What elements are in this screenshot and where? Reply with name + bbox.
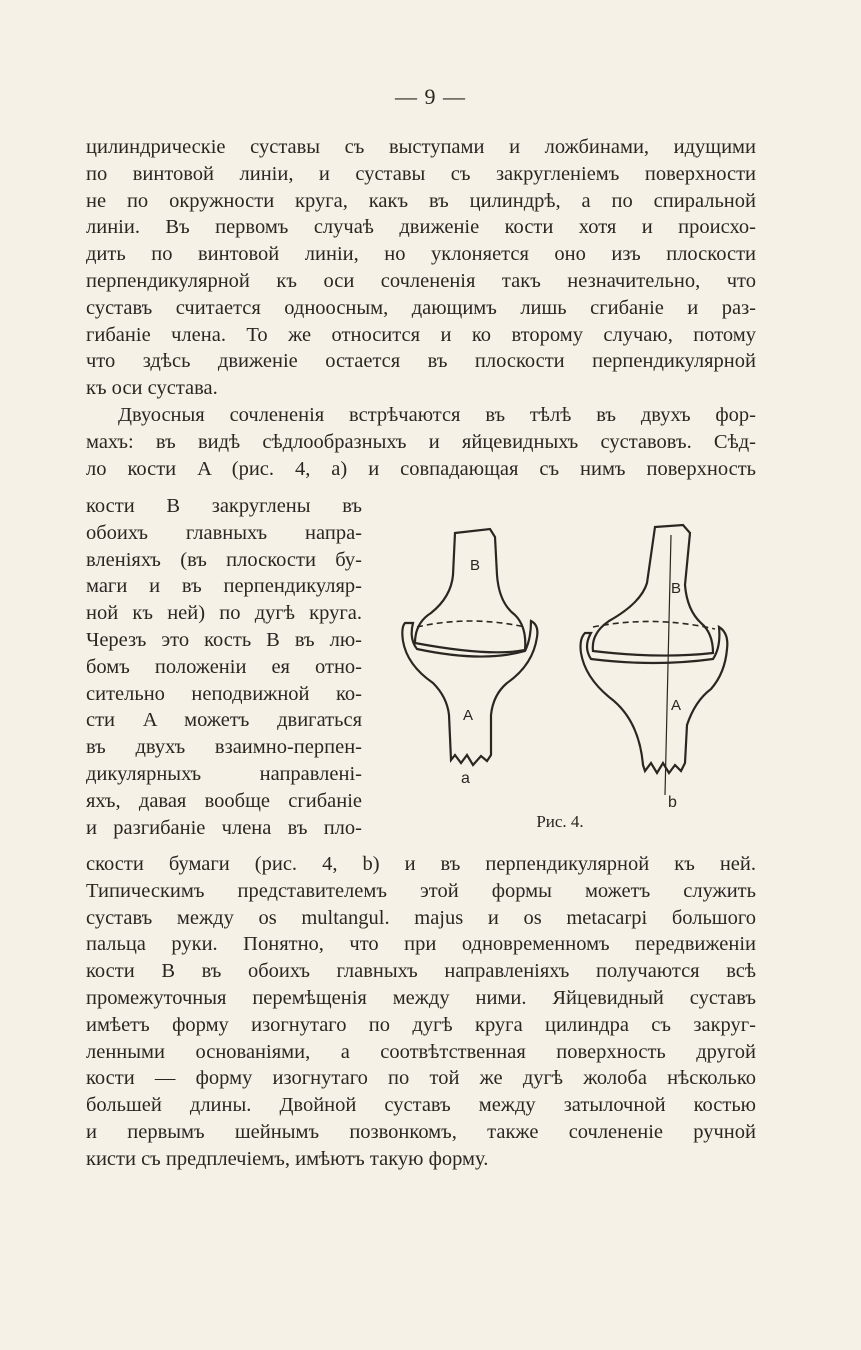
- text-line: ло кости A (рис. 4, a) и совпадающая съ нимъ поверхность: [86, 457, 756, 480]
- bone-b-right: [593, 525, 713, 656]
- text-line: сти A можетъ двигаться: [86, 709, 362, 732]
- text-line: яхъ, давая вообще сгибаніе: [86, 789, 362, 812]
- text-line: перпендикулярной къ оси сочлененія такъ незначительно, что: [86, 270, 756, 292]
- text-line: кисти съ предплечіемъ, имѣютъ такую форму.: [86, 1147, 489, 1170]
- text-line: махъ: въ видѣ сѣдлообразныхъ и яйцевидныхъ суставовъ. Сѣд-: [86, 430, 756, 453]
- text-line: маги и въ перпендикуляр-: [86, 575, 362, 598]
- axis-line-right: [665, 535, 671, 795]
- label-a-small: a: [461, 770, 470, 787]
- text-line: что здѣсь движеніе остается въ плоскости перпендикулярной: [86, 350, 756, 373]
- text-line: обоихъ главныхъ напра-: [86, 521, 362, 544]
- bone-b-left: [415, 529, 525, 652]
- figure-caption: Рис. 4.: [536, 812, 584, 831]
- text-line: пальца руки. Понятно, что при одновременномъ передвиженіи: [86, 933, 756, 956]
- text-line: ленными основаніями, а соотвѣтственная поверхность другой: [86, 1040, 756, 1063]
- text-line: не по окружности круга, какъ въ цилиндрѣ, а по спиральной: [86, 189, 756, 212]
- label-b-left: B: [470, 557, 481, 574]
- label-a-left: A: [463, 707, 474, 724]
- text-line: дить по винтовой линіи, но уклоняется оно изъ плоскости: [86, 243, 756, 266]
- text-line: по винтовой линіи, и суставы съ закругленіемъ поверхности: [86, 162, 756, 185]
- text-line: ной къ ней) по дугѣ круга.: [86, 602, 362, 625]
- text-line: скости бумаги (рис. 4, b) и въ перпендикулярной къ ней.: [86, 853, 756, 875]
- text-line: и первымъ шейнымъ позвонкомъ, также сочлененіе ручной: [86, 1121, 756, 1143]
- text-line: Двуосныя сочлененія встрѣчаются въ тѣлѣ въ двухъ фор-: [118, 404, 756, 426]
- text-line: большей длины. Двойной суставъ между затылочной костью: [86, 1094, 756, 1117]
- text-line: гибаніе члена. То же относится и ко второму случаю, потому: [86, 323, 756, 346]
- text-line: и разгибаніе члена въ пло-: [86, 816, 362, 839]
- figure-4-joint-diagram: [395, 515, 755, 845]
- text-line: суставъ между os multangul. majus и os metacarpi большого: [86, 906, 756, 929]
- text-line: въ двухъ взаимно-перпен-: [86, 736, 362, 759]
- text-line: кости — форму изогнутаго по той же дугѣ жолоба нѣсколько: [86, 1067, 756, 1090]
- text-line: Типическимъ представителемъ этой формы можетъ служить: [86, 879, 756, 902]
- articular-line-right: [593, 621, 715, 629]
- page-number: — 9 —: [395, 84, 466, 109]
- text-line: имѣетъ форму изогнутаго по дугѣ круга цилиндра съ закруг-: [86, 1013, 756, 1036]
- text-line: вленіяхъ (въ плоскости бу-: [86, 548, 362, 571]
- text-line: бомъ положеніи ея отно-: [86, 655, 362, 678]
- text-line: суставъ считается одноосным, дающимъ лишь сгибаніе и раз-: [86, 296, 756, 319]
- label-a-right: A: [671, 697, 682, 714]
- text-line: къ оси сустава.: [86, 377, 218, 400]
- text-line: кости B закруглены въ: [86, 495, 362, 517]
- label-b-small: b: [668, 794, 677, 811]
- text-line: линіи. Въ первомъ случаѣ движеніе кости хотя и происхо-: [86, 216, 756, 239]
- text-line: дикулярныхъ направлені-: [86, 763, 362, 785]
- text-line: промежуточныя перемѣщенія между ними. Яйцевидный суставъ: [86, 987, 756, 1009]
- bone-a-right: [581, 627, 728, 773]
- label-b-right: B: [671, 580, 682, 597]
- text-line: кости B въ обоихъ главныхъ направленіяхъ получаются всѣ: [86, 960, 756, 983]
- text-line: Черезъ это кость B въ лю-: [86, 629, 362, 651]
- text-line: сительно неподвижной ко-: [86, 682, 362, 705]
- bone-a-left: [402, 621, 537, 765]
- articular-line-left: [417, 621, 525, 627]
- text-line: цилиндрическіе суставы съ выступами и ложбинами, идущими: [86, 136, 756, 158]
